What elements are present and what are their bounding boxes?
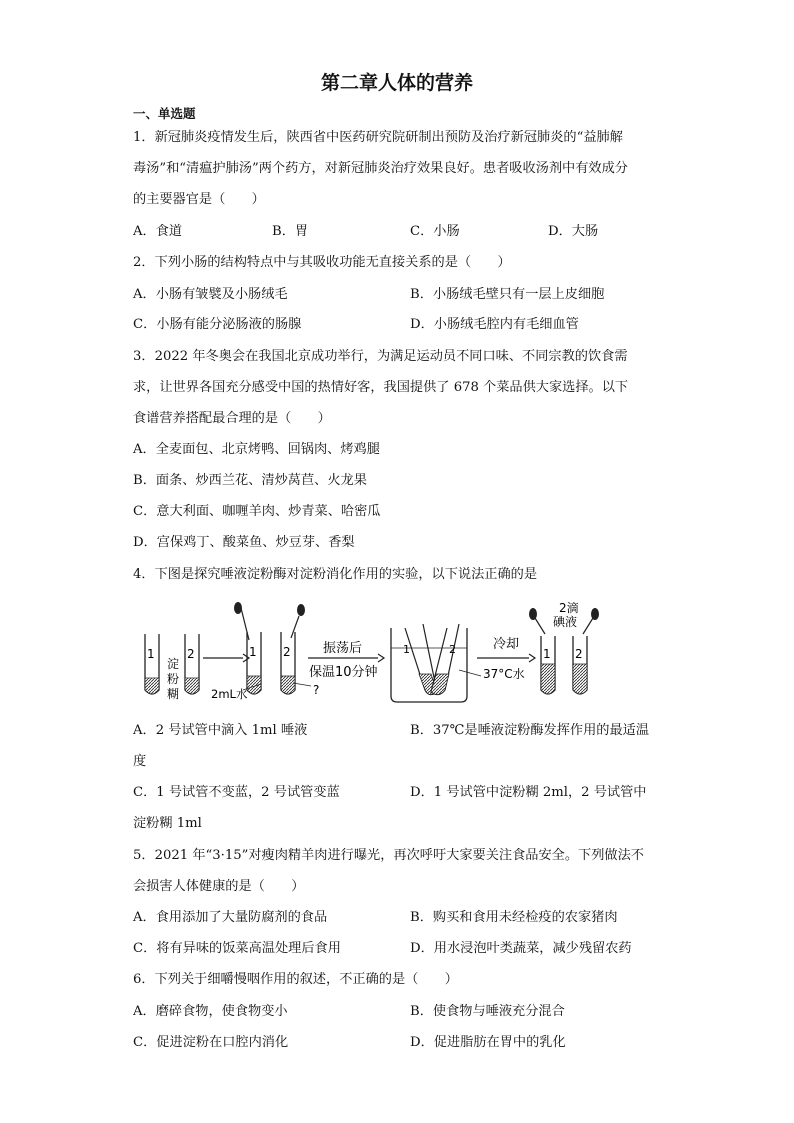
water-label: 2mL水 [211, 687, 248, 701]
beaker [391, 624, 467, 702]
svg-text:粉: 粉 [167, 672, 180, 686]
svg-text:2: 2 [575, 647, 583, 661]
test-tube-1-dropper [234, 602, 261, 694]
svg-text:1: 1 [543, 647, 551, 661]
q3-option-d[interactable]: D．宫保鸡丁、酸菜鱼、炒豆芽、香梨 [133, 535, 355, 550]
q3-line-1: 3．2022 年冬奥会在我国北京成功举行，为满足运动员不同口味、不同宗教的饮食需 [133, 349, 628, 364]
warm-label: 保温10分钟 [309, 665, 378, 680]
q2-option-a[interactable]: A．小肠有皱襞及小肠绒毛 [133, 287, 288, 302]
tube-label-2: 2 [187, 647, 195, 661]
q1-line-3: 的主要器官是（ ） [133, 192, 265, 207]
q6-stem: 6．下列关于细嚼慢咽作用的叙述，不正确的是（ ） [133, 972, 458, 987]
result-tube-1 [529, 608, 555, 694]
q4-option-a[interactable]: A．2 号试管中滴入 1ml 唾液 [133, 723, 308, 738]
q6-option-b[interactable]: B．使食物与唾液充分混合 [410, 1004, 565, 1019]
shake-label: 振荡后 [323, 641, 363, 656]
test-tube-2-dropper [281, 604, 305, 694]
q3-option-c[interactable]: C．意大利面、咖喱羊肉、炒青菜、哈密瓜 [133, 504, 381, 519]
q4-stem: 4．下图是探究唾液淀粉酶对淀粉消化作用的实验，以下说法正确的是 [133, 567, 538, 582]
iodine-drops-label: 2滴 [559, 601, 579, 615]
page-title: 第二章人体的营养 [320, 72, 473, 94]
q5-option-c[interactable]: C．将有异味的饭菜高温处理后食用 [133, 941, 341, 956]
starch-paste-label [167, 656, 179, 701]
iodine-label: 碘液 [553, 615, 578, 629]
unknown-label: ? [313, 683, 320, 697]
q6-option-c[interactable]: C．促进淀粉在口腔内消化 [133, 1035, 289, 1050]
q2-option-d[interactable]: D．小肠绒毛腔内有毛细血管 [410, 317, 579, 332]
svg-text:淀: 淀 [167, 657, 180, 671]
test-tube-2 [185, 634, 199, 694]
q3-option-a[interactable]: A．全麦面包、北京烤鸭、回锅肉、烤鸡腿 [133, 442, 380, 457]
q3-option-b[interactable]: B．面条、炒西兰花、清炒莴苣、火龙果 [133, 473, 367, 488]
q5-line-1: 5．2021 年“3·15”对瘦肉精羊肉进行曝光，再次呼吁大家要关注食品安全。下列做法不 [133, 848, 644, 863]
q1-line-1: 1．新冠肺炎疫情发生后，陕西省中医药研究院研制出预防及治疗新冠肺炎的“益肺解 [133, 130, 623, 145]
q5-option-b[interactable]: B．购买和食用未经检疫的农家猪肉 [410, 910, 618, 925]
svg-text:1: 1 [249, 645, 257, 659]
q4-option-c[interactable]: C．1 号试管不变蓝，2 号试管变蓝 [133, 785, 340, 800]
q2-option-c[interactable]: C．小肠有能分泌肠液的肠腺 [133, 317, 302, 332]
svg-text:1: 1 [403, 643, 410, 656]
q5-line-2: 会损害人体健康的是（ ） [133, 879, 305, 894]
q1-line-2: 毒汤”和“清瘟护肺汤”两个药方，对新冠肺炎治疗效果良好。患者吸收汤剂中有效成分 [133, 161, 628, 176]
test-tube-1 [145, 634, 159, 694]
q4-option-d[interactable]: D．1 号试管中淀粉糊 2ml，2 号试管中 [410, 785, 647, 800]
q6-option-a[interactable]: A．磨碎食物，使食物变小 [133, 1004, 288, 1019]
section-heading: 一、单选题 [133, 106, 196, 121]
q4-option-d-continued: 淀粉糊 1ml [133, 816, 202, 831]
q5-option-a[interactable]: A．食用添加了大量防腐剂的食品 [133, 910, 328, 925]
q3-line-3: 食谱营养搭配最合理的是（ ） [133, 411, 331, 426]
q2-stem: 2．下列小肠的结构特点中与其吸收功能无直接关系的是（ ） [133, 255, 511, 270]
tube-label-1: 1 [147, 647, 155, 661]
q1-option-d[interactable]: D．大肠 [548, 224, 599, 239]
cool-label: 冷却 [493, 637, 520, 652]
q1-option-a[interactable]: A．食道 [133, 224, 183, 239]
q5-option-d[interactable]: D．用水浸泡叶类蔬菜，减少残留农药 [410, 941, 632, 956]
q2-option-b[interactable]: B．小肠绒毛壁只有一层上皮细胞 [410, 287, 605, 302]
svg-text:2: 2 [449, 643, 456, 656]
q1-option-b[interactable]: B．胃 [272, 224, 309, 239]
q4-option-b[interactable]: B．37℃是唾液淀粉酶发挥作用的最适温 [410, 723, 650, 738]
q1-option-c[interactable]: C．小肠 [410, 224, 460, 239]
svg-text:糊: 糊 [167, 687, 180, 701]
svg-text:2: 2 [283, 645, 291, 659]
q4-option-b-continued: 度 [133, 754, 147, 769]
temperature-label: 37°C水 [483, 667, 525, 681]
q3-line-2: 求，让世界各国充分感受中国的热情好客，我国提供了 678 个菜品供大家选择。以下 [133, 380, 629, 395]
experiment-diagram [133, 598, 663, 710]
q6-option-d[interactable]: D．促进脂肪在胃中的乳化 [410, 1035, 566, 1050]
